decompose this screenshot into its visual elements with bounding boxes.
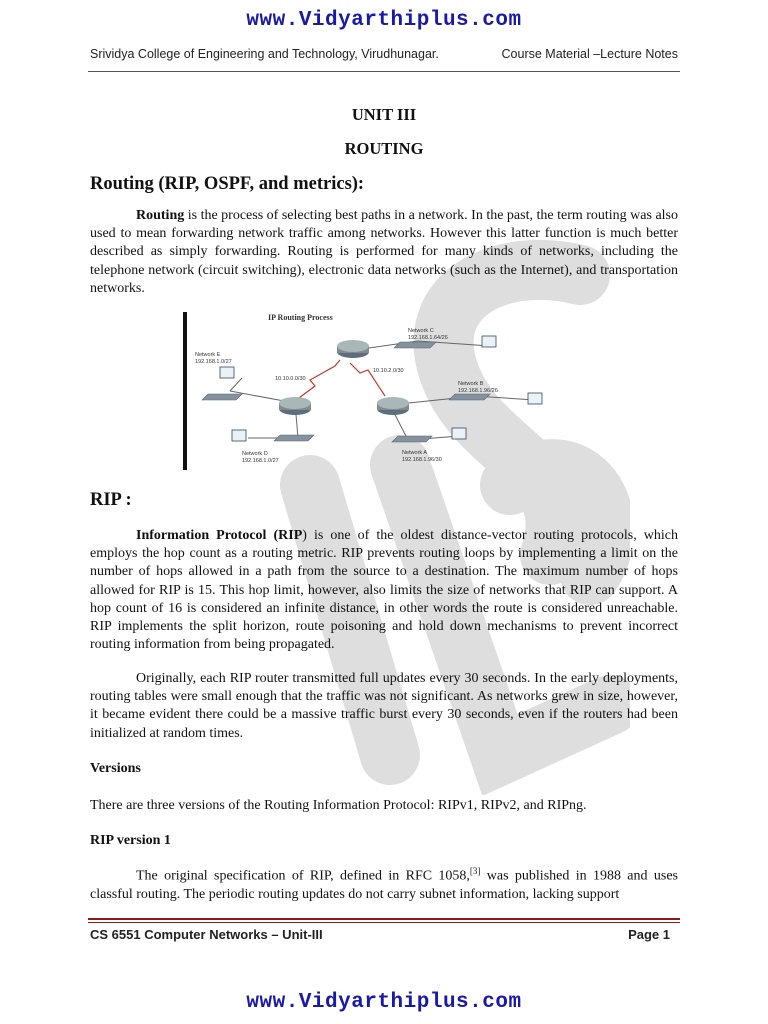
switch-a [392, 436, 432, 442]
router-top [337, 340, 369, 358]
label-net-c-addr: 192.168.1.64/26 [408, 335, 448, 341]
label-net-a: Network A [402, 450, 428, 456]
label-net-a-addr: 192.168.1.96/30 [402, 457, 442, 463]
routing-paragraph [90, 207, 678, 298]
ripv1-citation[interactable]: [3] [469, 866, 481, 876]
rip-paragraph-1 [90, 527, 678, 654]
versions-heading: Versions [90, 761, 141, 776]
pc-e [220, 367, 234, 378]
label-net-b-addr: 192.168.1.96/26 [458, 388, 498, 394]
section-title: ROUTING [344, 139, 424, 158]
pc-d [232, 430, 246, 441]
label-net-d-addr: 192.168.1.0/27 [242, 458, 279, 464]
router-left [279, 397, 311, 415]
pc-a [452, 428, 466, 439]
ripv1-text-before: The original specification of RIP, defined in RFC 1058, [136, 868, 470, 884]
switch-b [449, 394, 490, 400]
rip-paragraph-2: Originally, each RIP router transmitted full updates every 30 seconds. In the early deployments, routing tables were small enough that the traffic was not significant. As networks grew in size, however, it became evident there could be a massive traffic burst every 30 seconds, even if the routers had been initialized at random times. [90, 671, 678, 741]
footer-rule-thick [88, 918, 680, 920]
footer-rule-thin [88, 922, 680, 923]
label-net-e: Network E [195, 352, 221, 358]
ripv1-text-after: was published in 1988 and uses classful routing. The periodic routing updates do not carry subnet information, lacking support [90, 868, 678, 902]
label-net-e-addr: 192.168.1.0/27 [195, 359, 232, 365]
header-course-material: Course Material –Lecture Notes [501, 47, 678, 61]
figure-margin-bar [183, 312, 187, 470]
switch-d [274, 435, 314, 441]
rip-acronym: RIP [278, 528, 303, 543]
label-net-b: Network B [458, 381, 484, 387]
footer-page-number: Page 1 [628, 927, 670, 942]
router-right [377, 397, 409, 415]
label-net-c: Network C [408, 328, 434, 334]
pc-c [482, 336, 496, 347]
label-net-d: Network D [242, 451, 268, 457]
site-url-bottom[interactable]: www.Vidyarthiplus.com [246, 991, 522, 1014]
header-college: Srividya College of Engineering and Technology, Virudhunagar. [90, 47, 439, 61]
switch-e [202, 394, 242, 400]
routing-paragraph-text: is the process of selecting best paths in a network. In the past, the term routing was also used to mean forwarding network traffic among networks. However this latter function is much better described as simply forwarding. Routing is performed for many kinds of networks, including the telephone network (circuit switching), electronic data networks (such as the Internet), and transportation networks. [90, 208, 679, 296]
rip-paragraph-1-text: ) is one of the oldest distance-vector routing protocols, which employs the hop count as a routing metric. RIP prevents routing loops by implementing a limit on the number of hops allowed in a path from the source to a destination. The maximum number of hops allowed for RIP is 15. This hop limit, however, also limits the size of networks that RIP can support. A hop count of 16 is considered an infinite distance, in other words the route is considered unreachable. RIP implements the split horizon, route poisoning and hold down mechanisms to prevent incorrect routing information from being propagated. [90, 528, 678, 653]
header-rule [88, 71, 680, 72]
diagram-title: IP Routing Process [268, 313, 333, 322]
ip-routing-diagram [190, 308, 560, 468]
rip-heading: RIP : [90, 490, 132, 510]
unit-title: UNIT III [351, 105, 417, 124]
ripv1-heading: RIP version 1 [90, 833, 171, 848]
ripv1-paragraph [90, 862, 678, 904]
footer-course: CS 6551 Computer Networks – Unit-III [90, 927, 323, 942]
pc-b [528, 393, 542, 404]
routing-heading: Routing (RIP, OSPF, and metrics): [90, 174, 365, 194]
rip-lead-plain: Information Protocol ( [136, 528, 279, 543]
switch-c [394, 342, 436, 348]
label-link-2: 10.10.2.0/30 [373, 368, 404, 374]
site-url-top[interactable]: www.Vidyarthiplus.com [246, 9, 522, 32]
label-link-1: 10.10.0.0/30 [275, 376, 306, 382]
routing-term: Routing [136, 208, 185, 223]
versions-text: There are three versions of the Routing Information Protocol: RIPv1, RIPv2, and RIPng. [90, 798, 587, 813]
